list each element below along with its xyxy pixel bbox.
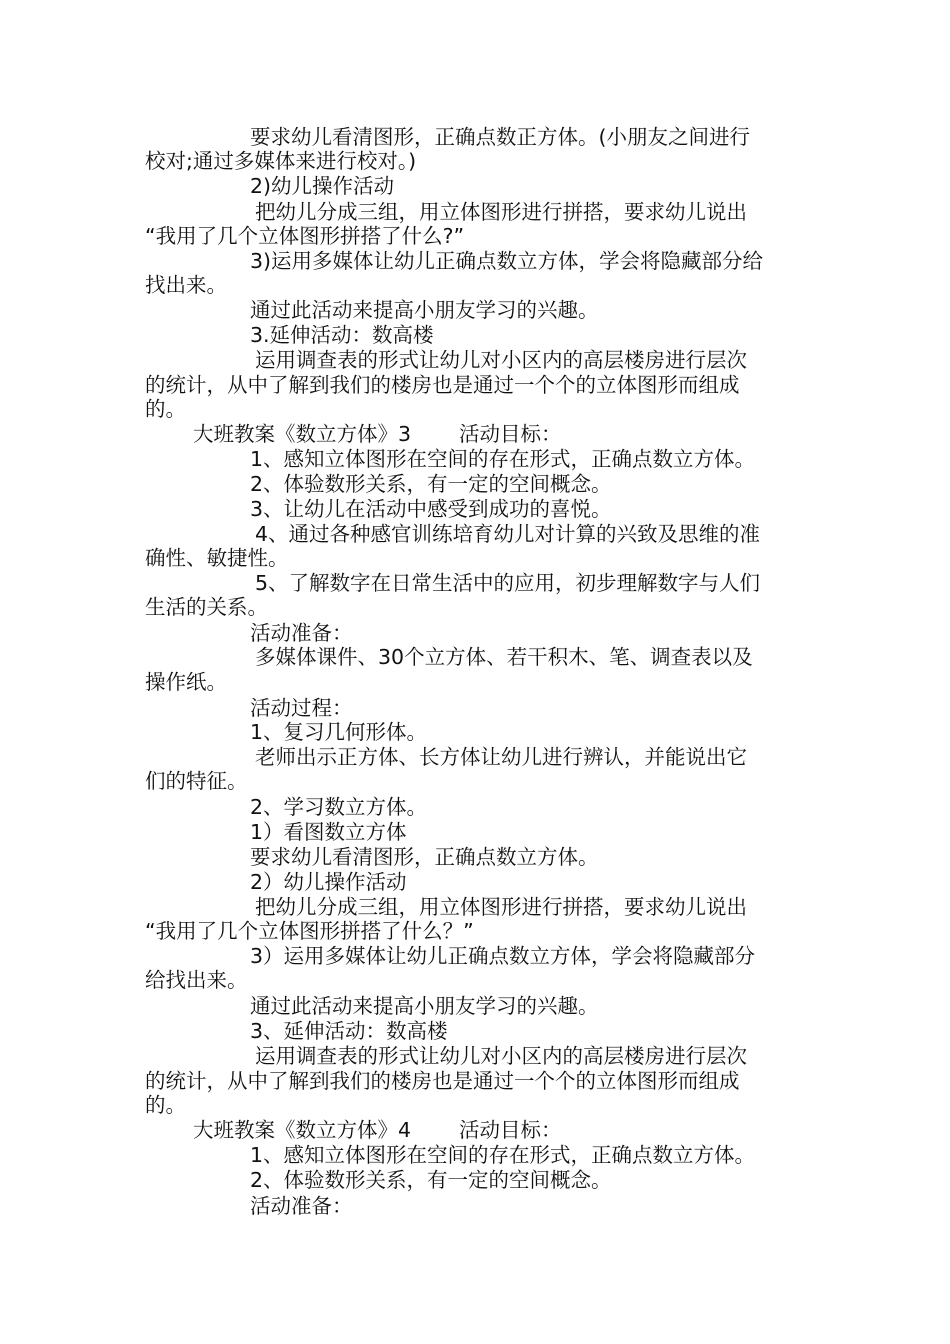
- text-line: 的。: [145, 1093, 186, 1117]
- lesson-title-4: [193, 1118, 562, 1142]
- text-line: 要求幼儿看清图形，正确点数立方体。: [250, 845, 599, 869]
- lesson-title-text: 大班教案《数立方体》3: [193, 422, 412, 446]
- text-line: 的。: [145, 397, 186, 421]
- text-line: “我用了几个立体图形拼搭了什么?”: [145, 224, 465, 248]
- text-line: 1、感知立体图形在空间的存在形式，正确点数立方体。: [250, 1143, 756, 1167]
- text-line: 3）运用多媒体让幼儿正确点数立方体，学会将隐藏部分: [250, 944, 756, 968]
- text-line: 运用调查表的形式让幼儿对小区内的高层楼房进行层次: [255, 1044, 747, 1068]
- text-line: 老师出示正方体、长方体让幼儿进行辨认，并能说出它: [255, 745, 747, 769]
- text-line: 2、体验数形关系，有一定的空间概念。: [250, 1168, 612, 1192]
- text-line: 把幼儿分成三组，用立体图形进行拼搭，要求幼儿说出: [255, 895, 747, 919]
- section-heading: 活动过程：: [250, 696, 353, 720]
- text-line: “我用了几个立体图形拼搭了什么？”: [145, 919, 474, 943]
- text-line: 通过此活动来提高小朋友学习的兴趣。: [250, 994, 599, 1018]
- text-line: 2)幼儿操作活动: [250, 174, 395, 198]
- text-line: 3、延伸活动：数高楼: [250, 1019, 448, 1043]
- text-line: 4、通过各种感官训练培育幼儿对计算的兴致及思维的准: [255, 522, 761, 546]
- text-line: 多媒体课件、30个立方体、若干积木、笔、调查表以及: [255, 645, 753, 669]
- section-heading: 活动目标：: [459, 422, 562, 446]
- lesson-title-3: [193, 422, 562, 446]
- text-line: 1）看图数立方体: [250, 820, 407, 844]
- text-line: 运用调查表的形式让幼儿对小区内的高层楼房进行层次: [255, 348, 747, 372]
- lesson-title-text: 大班教案《数立方体》4: [193, 1118, 412, 1142]
- text-line: 3)运用多媒体让幼儿正确点数立方体，学会将隐藏部分给: [250, 249, 764, 273]
- text-line: 给找出来。: [145, 968, 248, 992]
- text-line: 2、学习数立方体。: [250, 795, 428, 819]
- text-line: 要求幼儿看清图形，正确点数正方体。(小朋友之间进行: [250, 125, 750, 149]
- text-line: 的统计，从中了解到我们的楼房也是通过一个个的立体图形而组成: [145, 1069, 740, 1093]
- text-line: 5、了解数字在日常生活中的应用，初步理解数字与人们: [255, 571, 761, 595]
- text-line: 3、让幼儿在活动中感受到成功的喜悦。: [250, 497, 612, 521]
- text-line: 把幼儿分成三组，用立体图形进行拼搭，要求幼儿说出: [255, 200, 747, 224]
- text-line: 们的特征。: [145, 769, 248, 793]
- text-line: 校对;通过多媒体来进行校对。): [145, 149, 417, 173]
- text-line: 1、感知立体图形在空间的存在形式，正确点数立方体。: [250, 447, 756, 471]
- text-line: 2、体验数形关系，有一定的空间概念。: [250, 472, 612, 496]
- text-line: 确性、敏捷性。: [145, 546, 289, 570]
- text-line: 生活的关系。: [145, 595, 268, 619]
- section-heading: 活动目标：: [459, 1118, 562, 1142]
- text-line: 2）幼儿操作活动: [250, 870, 407, 894]
- text-line: 通过此活动来提高小朋友学习的兴趣。: [250, 298, 599, 322]
- text-line: 3.延伸活动：数高楼: [250, 323, 434, 347]
- text-line: 1、复习几何形体。: [250, 720, 428, 744]
- section-heading: 活动准备：: [250, 621, 353, 645]
- section-heading: 活动准备：: [250, 1194, 353, 1218]
- text-line: 操作纸。: [145, 670, 227, 694]
- text-line: 找出来。: [145, 273, 227, 297]
- text-line: 的统计，从中了解到我们的楼房也是通过一个个的立体图形而组成: [145, 373, 740, 397]
